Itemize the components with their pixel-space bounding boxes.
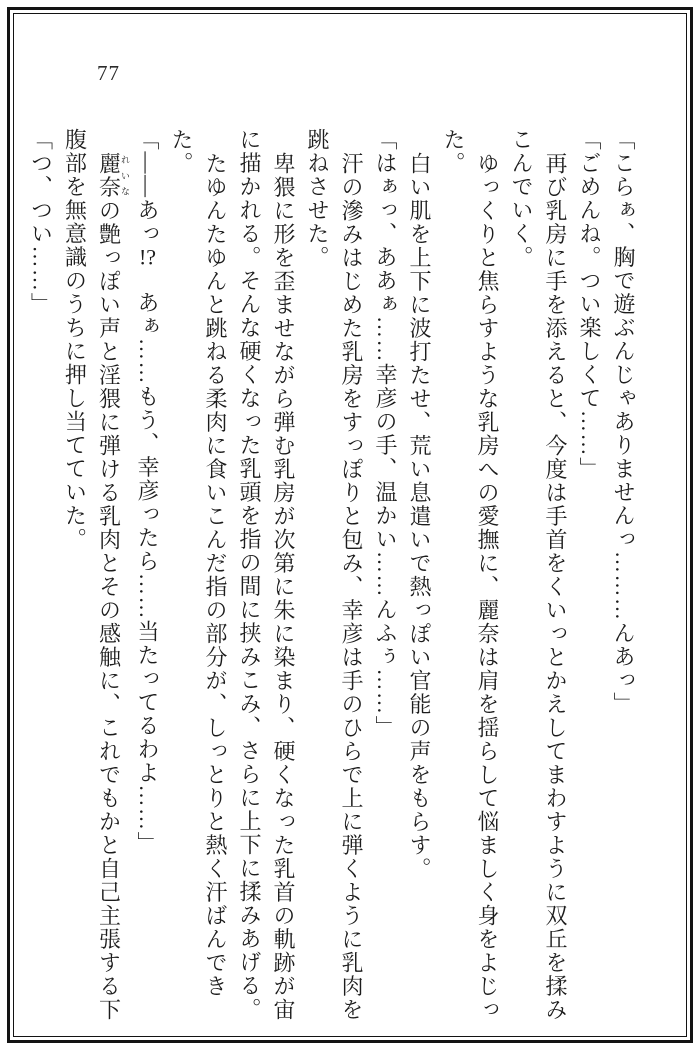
text-line: 跳ねさせた。 xyxy=(305,128,330,269)
text-line: 「つ、つい……」 xyxy=(28,128,54,316)
exclamation-question-mark: !? xyxy=(138,245,157,268)
text-line: 麗奈れいなの艶っぽい声と淫猥に弾ける乳肉とその感触に、これでもかと自己主張する下 xyxy=(96,151,130,1021)
text-line: たゆんたゆんと跳ねる柔肉に食いこんだ指の部分が、しっとりと熱く汗ばんできた。 xyxy=(169,128,228,998)
text-line: に描かれる。そんな硬くなった乳頭を指の間に挟みこみ、さらに上下に揉みあげる。 xyxy=(237,128,262,1021)
text-block xyxy=(24,128,641,1021)
text-line: 「ごめんね。つい楽しくて……」 xyxy=(577,128,602,481)
ruby-annotation: 麗奈れいな xyxy=(96,151,130,199)
text-line: た。 xyxy=(441,128,466,175)
text-line: 「こらぁ、胸で遊ぶんじゃありませんっ………んあっ」 xyxy=(611,128,636,716)
page-number: 77 xyxy=(97,61,120,85)
text-line: 「はぁっ、ああぁ……幸彦の手、温かい……んふぅ……」 xyxy=(373,128,398,739)
text-line: 卑猥に形を歪ませながら弾む乳房が次第に朱に染まり、硬くなった乳首の軌跡が宙 xyxy=(271,151,296,1021)
text-line: 白い肌を上下に波打たせ、荒い息遣いで熱っぽい官能の声をもらす。 xyxy=(407,151,432,880)
text-line: 「――あっ!? あぁ……もう、幸彦ったら……当たってるわよ……」 xyxy=(135,128,160,855)
text-line: 再び乳房に手を添えると、今度は手首をくいっとかえしてまわすように双丘を揉み xyxy=(543,151,568,1021)
text-line: 汗の滲みはじめた乳房をすっぽりと包み、幸彦は手のひらで上に弾くように乳肉を xyxy=(339,151,364,1021)
text-line: 腹部を無意識のうちに押し当てていた。 xyxy=(62,128,88,551)
text-line: こんでいく。 xyxy=(509,128,534,269)
text-line: ゆっくりと焦らすような乳房への愛撫に、麗奈は肩を揺らして悩ましく身をよじっ xyxy=(475,151,500,1021)
